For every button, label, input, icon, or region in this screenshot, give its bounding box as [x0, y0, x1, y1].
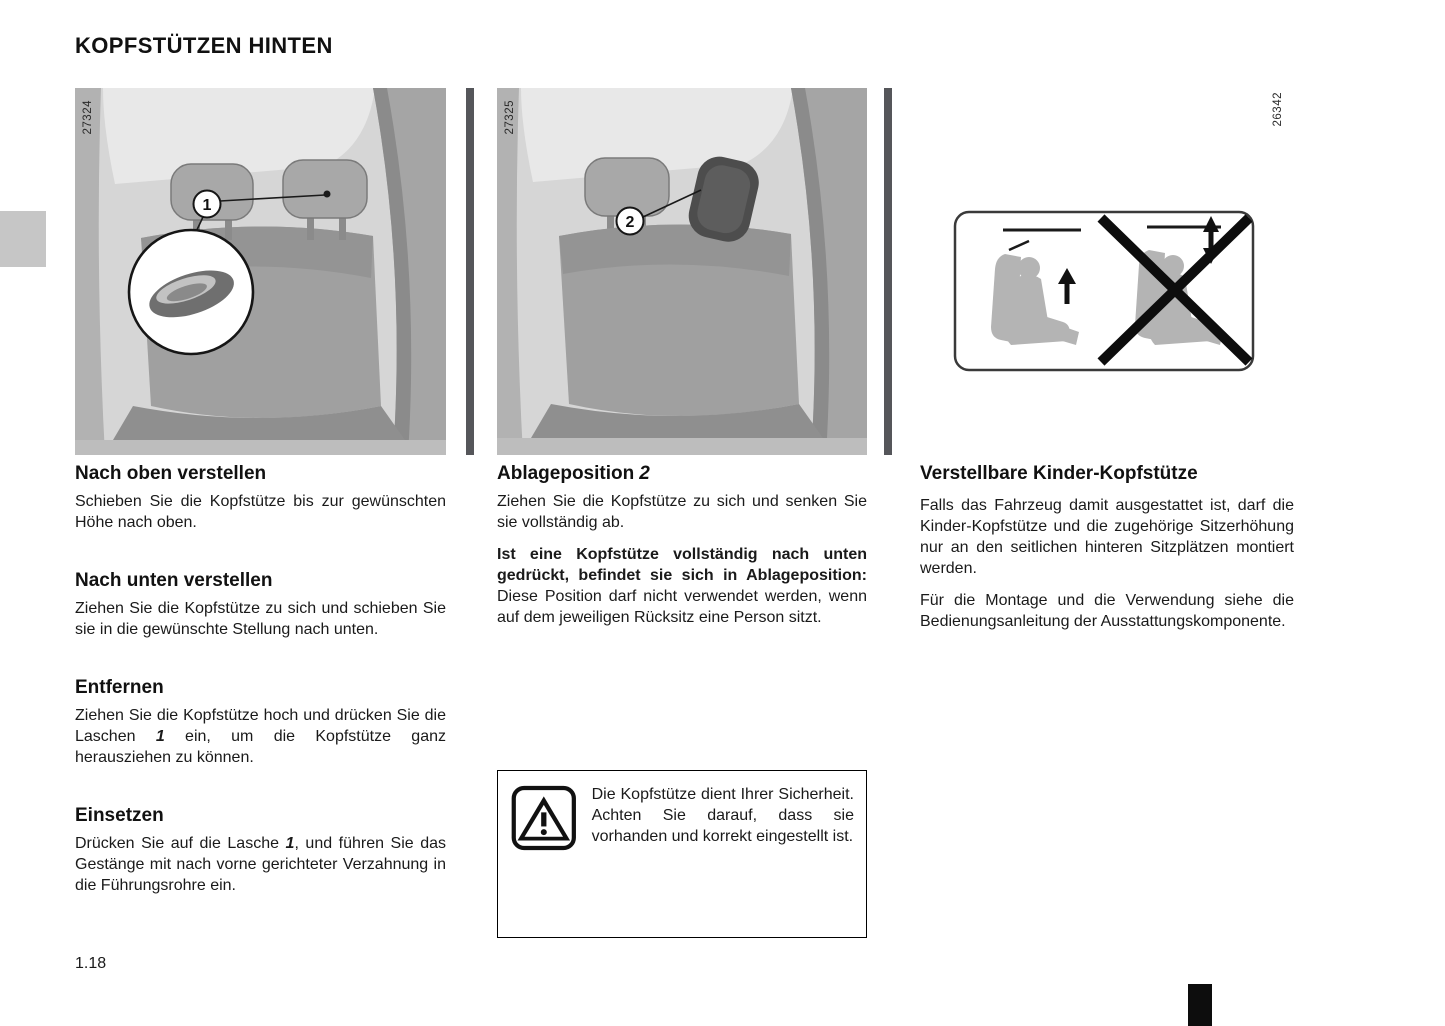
callout-2-label: 2: [625, 214, 635, 231]
figure-child-headrest-pictogram: [953, 210, 1255, 372]
section-heading: Einsetzen: [75, 805, 164, 826]
callout-reference: 1: [155, 728, 165, 745]
warning-text: Die Kopfstütze dient Ihrer Sicherheit. Achten Sie darauf, dass sie vorhanden und korrekt eingestellt ist.: [591, 786, 854, 845]
child-headrest-illustration: [953, 210, 1255, 372]
section-body: Ziehen Sie die Kopfstütze hoch und drücken Sie die Laschen 1 ein, um die Kopfstütze ganz herausziehen zu können.: [75, 707, 446, 766]
section-body: Ist eine Kopfstütze vollständig nach unten gedrückt, befindet sie sich in Ablageposition: Diese Position darf nicht verwendet werden, wenn auf dem jeweiligen Rücksitz eine Person sitzt.: [497, 546, 867, 626]
figure-code: 26342: [1272, 92, 1284, 127]
section-body: Schieben Sie die Kopfstütze bis zur gewünschten Höhe nach oben.: [75, 493, 446, 531]
section-insert: [75, 804, 446, 896]
figure-rear-seat-stowed-headrest: [497, 88, 867, 455]
section-heading: Nach unten verstellen: [75, 570, 273, 591]
section-heading: Verstellbare Kinder-Kopfstütze: [920, 463, 1198, 484]
column-3: [920, 462, 1294, 632]
section-stowed-position: [497, 462, 867, 628]
column-1: [75, 462, 446, 896]
section-heading: Nach oben verstellen: [75, 463, 267, 484]
figure-code: 27324: [82, 100, 94, 135]
section-heading: Entfernen: [75, 677, 164, 698]
column-divider: [884, 88, 892, 455]
section-body: Für die Montage und die Verwendung siehe die Bedienungsanleitung der Ausstattungskomponente.: [920, 592, 1294, 630]
figure-code: 27325: [504, 100, 516, 135]
section-child-headrest: [920, 462, 1294, 632]
page-title: KOPFSTÜTZEN HINTEN: [75, 33, 333, 58]
figure-rear-seat-headrest-tab: [75, 88, 446, 455]
section-remove: [75, 676, 446, 768]
warning-triangle-icon: [510, 784, 578, 852]
section-body: Drücken Sie auf die Lasche 1, und führen Sie das Gestänge mit nach vorne gerichteter Verzahnung in die Führungsrohre ein.: [75, 835, 446, 894]
section-lower: [75, 569, 446, 640]
section-raise: [75, 462, 446, 533]
column-divider: [466, 88, 474, 455]
print-registration-mark: [1188, 984, 1212, 1026]
section-body: Falls das Fahrzeug damit ausgestattet ist, darf die Kinder-Kopfstütze und die zugehörige Sitzerhöhung nur an den seitlichen hinteren Sitzplätzen montiert werden.: [920, 497, 1294, 577]
chapter-edge-tab: [0, 211, 46, 267]
section-body: Ziehen Sie die Kopfstütze zu sich und schieben Sie sie in die gewünschte Stellung nach unten.: [75, 600, 446, 638]
section-body: Ziehen Sie die Kopfstütze zu sich und senken Sie sie vollständig ab.: [497, 493, 867, 531]
headrest-tab-point: [324, 191, 331, 198]
safety-warning-box: [497, 770, 867, 938]
page-number: 1.18: [75, 955, 107, 972]
callout-reference: 1: [285, 835, 295, 852]
callout-1-label: 1: [202, 197, 212, 214]
section-heading: Ablageposition 2: [497, 463, 650, 484]
rear-seat-illustration-2: [497, 88, 867, 455]
callout-reference: 2: [639, 463, 650, 484]
rear-seat-illustration-1: [75, 88, 446, 455]
column-2: [497, 462, 867, 628]
